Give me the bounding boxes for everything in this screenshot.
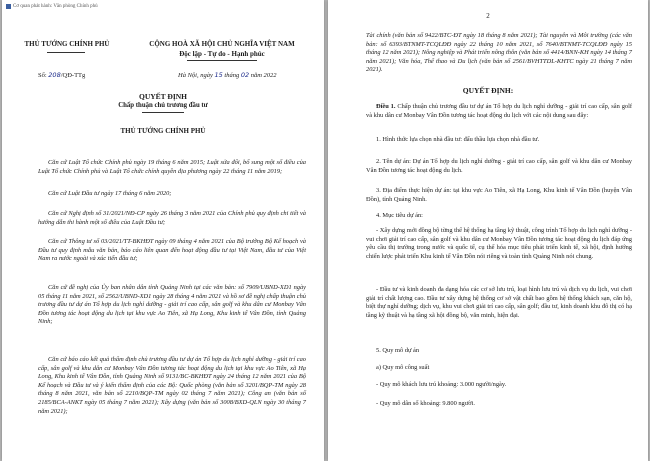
legal-basis-paragraph: Căn cứ Luật Tổ chức Chính phủ ngày 19 tháng 6 năm 2015; Luật sửa đổi, bổ sung một số điều của Luật Tổ chức Chính phủ và Luật Tổ chức chính quyền địa phương ngày 22 tháng 11 năm 2019; (38, 159, 306, 175)
legal-basis-paragraph: Căn cứ Thông tư số 03/2021/TT-BKHĐT ngày 09 tháng 4 năm 2021 của Bộ trưởng Bộ Kế hoạch và Đầu tư quy định mẫu văn bản, báo cáo liên quan đến hoạt động đầu tư tại Việt Nam, đầu tư của Việt Nam ra nước ngoài và xúc tiến đầu tư; (38, 238, 306, 263)
stamp-logo-icon (6, 4, 11, 9)
decision-subtitle: Chấp thuận chủ trương đầu tư (118, 102, 208, 109)
authority-heading: THỦ TƯỚNG CHÍNH PHỦ (120, 127, 206, 135)
article-1-text: Chấp thuận chủ trương đầu tư dự án Tổ hợp du lịch nghỉ dưỡng - giải trí cao cấp, sân golf và khu dân cư Monbay Vân Đồn tương tác hoạt động du lịch với các nội dung sau đây: (366, 103, 632, 119)
issuer-stamp-text: Cơ quan phát hành: Văn phòng Chính phủ (13, 4, 98, 9)
issuer-name: THỦ TƯỚNG CHÍNH PHỦ (24, 40, 110, 48)
article-item: 2. Tên dự án: Dự án Tổ hợp du lịch nghỉ dưỡng - giải trí cao cấp, sân golf và khu dân cư Monbay Vân Đồn tương tác hoạt động du lịch. (366, 158, 632, 174)
subtitle-underline (142, 112, 184, 113)
motto-underline (187, 60, 257, 61)
date-month-handwritten: 02 (240, 71, 250, 79)
legal-basis-paragraph: Căn cứ đề nghị của Ủy ban nhân dân tỉnh Quảng Ninh tại các văn bản: số 7909/UBND-XD1 ngày 05 tháng 11 năm 2021, số 2562/UBND-XD1 ngày 28 tháng 4 năm 2021 và hồ sơ đề nghị chấp thuận chủ trương đầu tư dự án Tổ hợp du lịch nghỉ dưỡng - giải trí cao cấp, sân golf và khu dân cư Monbay Vân Đồn tương tác hoạt động du lịch tại khu vực Ao Tiên, xã Hạ Long, Khu kinh tế Vân Đồn, tỉnh Quảng Ninh; (38, 284, 306, 326)
document-page-1 (2, 0, 324, 461)
article-item: - Đầu tư và kinh doanh đa dạng hóa các cơ sở lưu trú, loại hình lưu trú và dịch vụ du lịch, vui chơi giải trí chất lượng cao. Đầu tư xây dựng hệ thống cơ sở vật chất bao gồm hệ thống khách sạn, căn hộ, biệt thự nghỉ dưỡng; dịch vụ, khu vui chơi giải trí cao cấp, sân golf; đầu tư, kinh doanh khu đô thị có hạ tầng kỹ thuật và hạ tầng xã hội đồng bộ, văn minh, hiện đại. (366, 286, 632, 319)
decision-title: QUYẾT ĐỊNH (139, 92, 187, 101)
date-day-handwritten: 15 (214, 71, 223, 79)
decides-heading: QUYẾT ĐỊNH: (462, 86, 514, 95)
article-item: 3. Địa điểm thực hiện dự án: tại khu vực Ao Tiên, xã Hạ Long, Khu kinh tế Vân Đồn (huyện Vân Đồn), tỉnh Quảng Ninh. (366, 187, 632, 203)
article-item: 4. Mục tiêu dự án: (376, 212, 423, 219)
legal-basis-paragraph: Căn cứ báo cáo kết quả thẩm định chủ trương đầu tư dự án Tổ hợp du lịch nghỉ dưỡng - giải trí cao cấp, sân golf và khu dân cư Monbay Vân Đồn tương tác hoạt động du lịch tại khu vực Ao Tiên, xã Hạ Long, Khu kinh tế Vân Đồn, tỉnh Quảng Ninh số 9131/BC-BKHĐT ngày 24 tháng 12 năm 2021 của Bộ Kế hoạch và Đầu tư và ý kiến thẩm định của các Bộ: Quốc phòng (văn bản số 3201/BQP-TM ngày 28 tháng 8 năm 2021, văn bản số 2210/BQP-TM ngày 02 tháng 7 năm 2021); Công an (văn bản số 2185/BCA-ANKT ngày 05 tháng 7 năm 2021); Xây dựng (văn bản số 3008/BXD-QLN ngày 30 tháng 7 năm 2021); (38, 356, 306, 415)
nation-motto: Độc lập - Tự do - Hạnh phúc (179, 50, 265, 58)
document-date: Hà Nội, ngày 15 tháng 02 năm 2022 (178, 71, 277, 79)
article-item: - Quy mô dân số khoảng: 9.800 người. (376, 400, 475, 407)
article-item: - Quy mô khách lưu trú khoảng: 3.000 người/ngày. (376, 381, 507, 388)
document-page-2 (328, 0, 648, 461)
page-number: 2 (486, 12, 490, 20)
continued-legal-basis: Tài chính (văn bản số 9422/BTC-ĐT ngày 18 tháng 8 năm 2021); Tài nguyên và Môi trường (các văn bản: số 6393/BTNMT-TCQLĐĐ ngày 22 tháng 10 năm 2021, số 7640/BTNMT-TCQLĐĐ ngày 15 tháng 12 năm 2021); Nông nghiệp và Phát triển nông thôn (văn bản số 4414/BNN-KH ngày 14 tháng 7 năm 2021); Văn hóa, Thể thao và Du lịch (văn bản số 2561/BVHTTDL-KHTC ngày 21 tháng 7 năm 2021). (366, 32, 632, 74)
article-item: 5. Quy mô dự án (376, 347, 420, 354)
document-number: Số: 208/QĐ-TTg (38, 71, 86, 79)
document-number-handwritten: 208 (48, 71, 61, 79)
nation-name: CỘNG HOÀ XÃ HỘI CHỦ NGHĨA VIỆT NAM (149, 40, 295, 48)
article-1 (366, 103, 632, 120)
article-item: - Xây dựng mới đồng bộ từng thể hệ thống hạ tầng kỹ thuật, công trình Tổ hợp du lịch nghỉ dưỡng - vui chơi giải trí cao cấp, sân golf và khu dân cư Monbay Vân Đồn tương tác hoạt động du lịch đáp ứng yêu cầu thị trường trong nước và quốc tế, cụ thể hóa mục tiêu phát triển kinh tế, xã hội, định hướng chiến lược phát triển Khu kinh tế Vân Đồn nói riêng và toàn tỉnh Quảng Ninh nói chung. (366, 227, 632, 260)
article-1-label: Điều 1. (376, 103, 396, 110)
legal-basis-paragraph: Căn cứ Luật Đầu tư ngày 17 tháng 6 năm 2020; (48, 190, 172, 197)
issuer-underline (47, 52, 85, 53)
article-item: a) Quy mô công suất (376, 364, 430, 371)
legal-basis-paragraph: Căn cứ Nghị định số 31/2021/NĐ-CP ngày 26 tháng 3 năm 2021 của Chính phủ quy định chi tiết và hướng dẫn thi hành một số điều của Luật Đầu tư; (38, 210, 306, 226)
article-item: 1. Hình thức lựa chọn nhà đầu tư: đấu thầu lựa chọn nhà đầu tư. (376, 136, 540, 143)
issuer-stamp (6, 4, 98, 9)
